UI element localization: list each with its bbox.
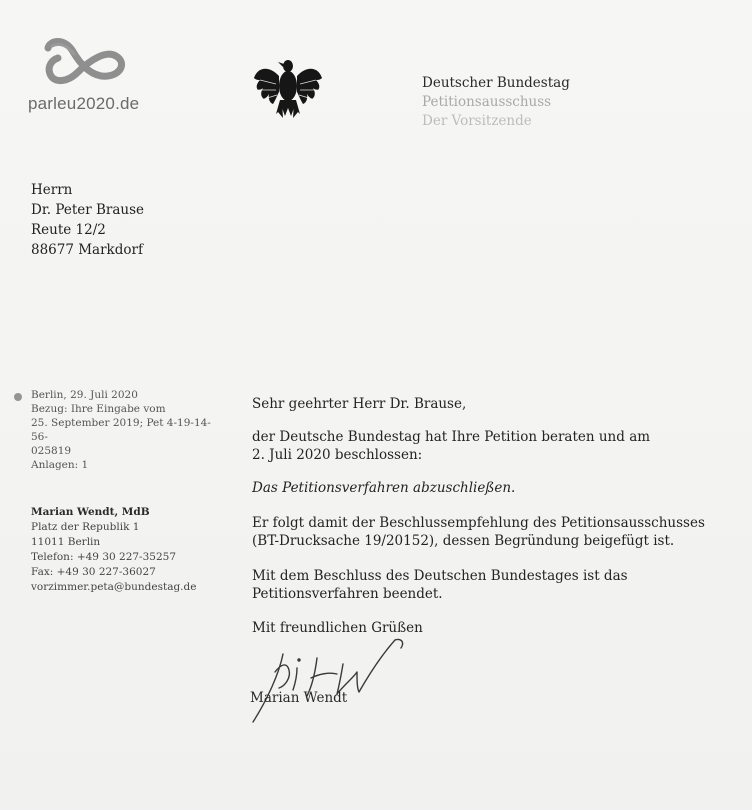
- place-date: Berlin, 29. Juli 2020: [31, 389, 138, 401]
- attachments: Anlagen: 1: [31, 459, 89, 471]
- letter-salutation: Sehr geehrter Herr Dr. Brause,: [252, 396, 467, 412]
- sender-institution: Deutscher Bundestag: [422, 75, 570, 91]
- handwritten-signature: [245, 634, 420, 730]
- contact-street: Platz der Republik 1: [31, 521, 140, 533]
- sender-committee: Petitionsausschuss: [422, 94, 552, 110]
- contact-email: vorzimmer.peta@bundestag.de: [31, 581, 197, 593]
- swirl-logo-icon: [42, 38, 132, 94]
- paragraph-2: [252, 514, 722, 550]
- reference-line-1: Bezug: Ihre Eingabe vom: [31, 403, 166, 415]
- paragraph-1-line-2: 2. Juli 2020 beschlossen:: [252, 447, 423, 463]
- contact-block: [31, 505, 221, 595]
- reference-line-3: 025819: [31, 445, 72, 457]
- paragraph-2-line-2: (BT-Drucksache 19/20152), dessen Begründung beigefügt ist.: [252, 533, 675, 549]
- scan-smudge: [10, 390, 24, 404]
- contact-name: Marian Wendt, MdB: [31, 506, 150, 518]
- logo-text: parleu2020.de: [28, 94, 140, 113]
- reference-line-2: 25. September 2019; Pet 4-19-14-56-: [31, 417, 211, 443]
- parleu-logo: [28, 38, 158, 118]
- contact-city: 11011 Berlin: [31, 536, 101, 548]
- paragraph-1: [252, 428, 722, 464]
- contact-phone: Telefon: +49 30 227-35257: [31, 551, 177, 563]
- contact-fax: Fax: +49 30 227-36027: [31, 566, 156, 578]
- recipient-city: 88677 Markdorf: [31, 242, 143, 258]
- signer-name: Marian Wendt: [250, 690, 348, 706]
- meta-block: [31, 388, 211, 472]
- decision-text: Das Petitionsverfahren abzuschließen.: [252, 480, 516, 496]
- paragraph-3-line-1: Mit dem Beschluss des Deutschen Bundestages ist das: [252, 568, 628, 584]
- federal-eagle-icon: [252, 56, 324, 122]
- paragraph-2-line-1: Er folgt damit der Beschlussempfehlung des Petitionsausschusses: [252, 515, 705, 531]
- paragraph-1-line-1: der Deutsche Bundestag hat Ihre Petition beraten und am: [252, 429, 651, 445]
- recipient-salutation: Herrn: [31, 182, 73, 198]
- paragraph-3: [252, 567, 722, 603]
- recipient-address: [31, 180, 144, 260]
- sender-block: [422, 74, 570, 131]
- closing: Mit freundlichen Grüßen: [252, 620, 423, 636]
- sender-role: Der Vorsitzende: [422, 113, 532, 129]
- paragraph-3-line-2: Petitionsverfahren beendet.: [252, 586, 443, 602]
- letter-body: [252, 395, 722, 637]
- recipient-name: Dr. Peter Brause: [31, 202, 145, 218]
- recipient-street: Reute 12/2: [31, 222, 106, 238]
